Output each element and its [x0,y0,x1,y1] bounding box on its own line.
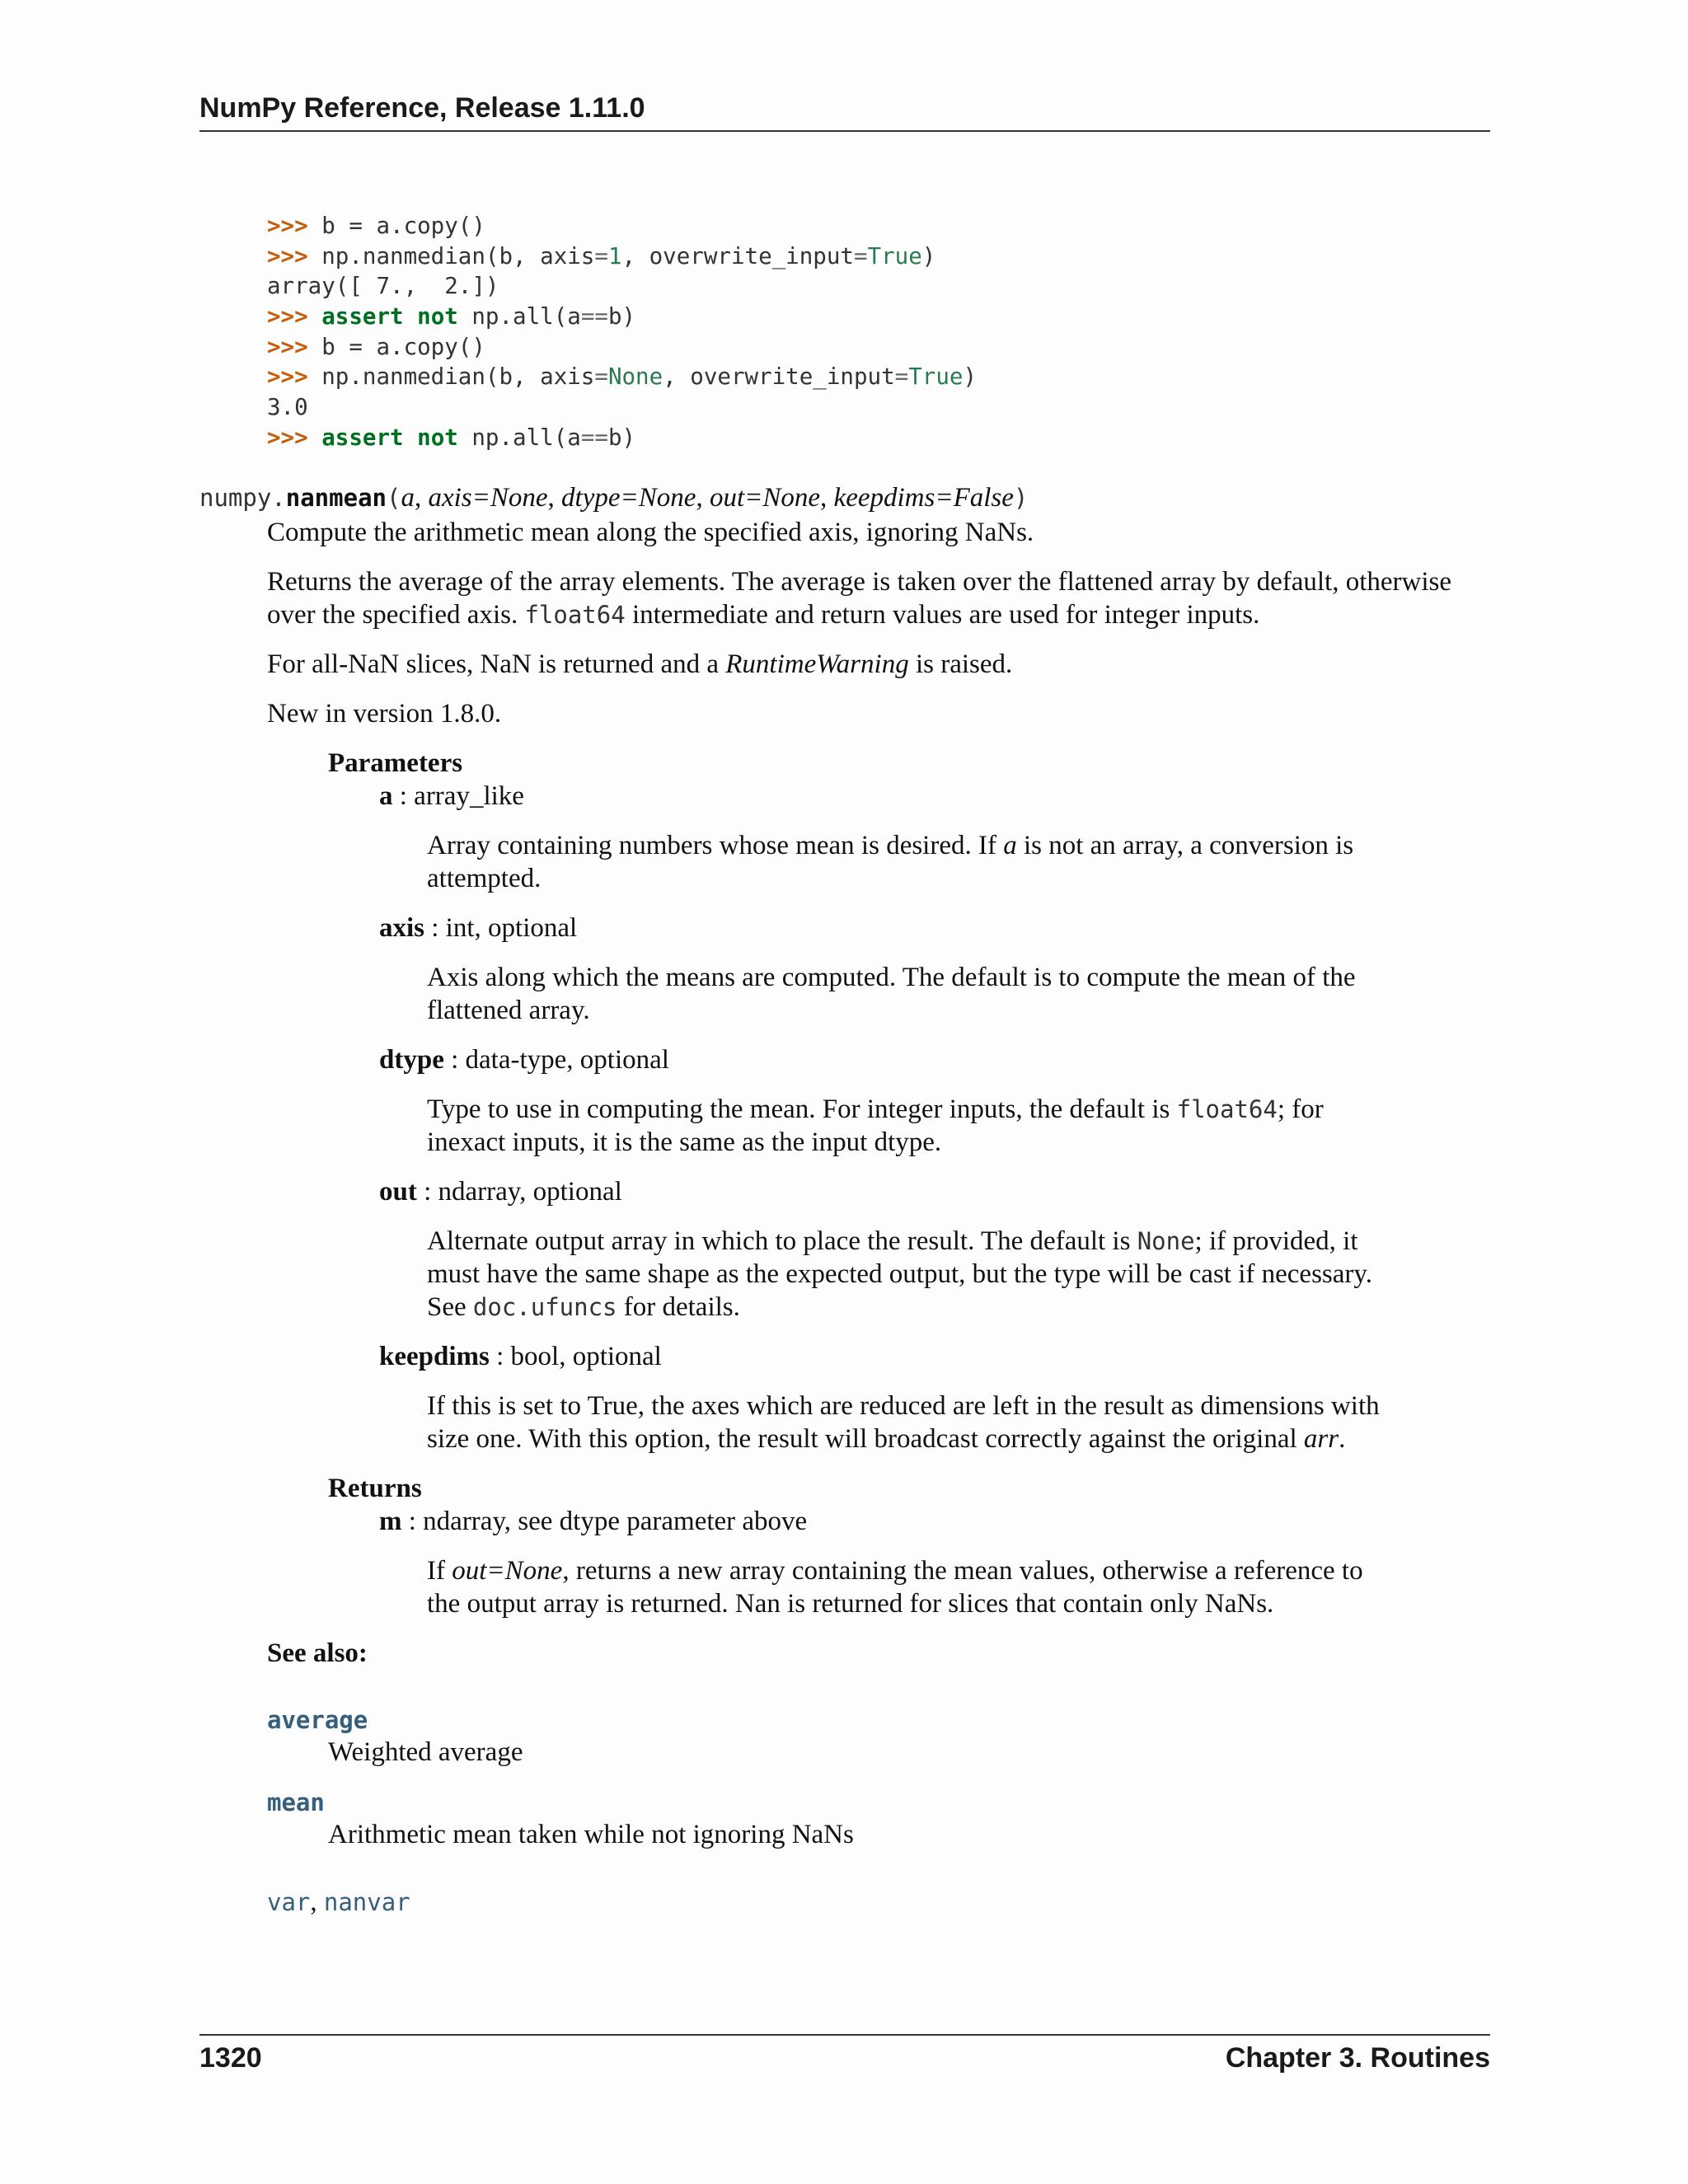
module-name: numpy. [199,484,286,512]
signature-param: a [401,483,415,513]
text-run: Array containing numbers whose mean is desired. If [427,831,1004,860]
text-line: inexact inputs, it is the same as the input dtype. [427,1127,942,1157]
returns-heading: Returns [328,1474,422,1503]
code-constant: None [607,363,663,391]
code-text: ) [963,363,977,391]
code-keyword: assert [321,303,404,330]
code-operator: = [853,242,868,269]
code-line [267,241,977,272]
description-paragraph [267,565,1451,631]
text-run: ; if provided, it [1194,1226,1358,1256]
text-run: , returns a new array containing the mean values, otherwise a reference to [562,1556,1363,1586]
inline-code: doc.ufuncs [472,1293,617,1321]
link-nanvar[interactable]: nanvar [323,1888,410,1916]
param-out [379,1175,622,1208]
param-type: : data-type, optional [443,1045,669,1075]
prompt: >>> [267,363,308,391]
text-run: Alternate output array in which to place the result. The default is [427,1226,1137,1256]
code-text: ) [921,242,936,269]
param-a [379,780,524,813]
code-line [267,332,977,363]
prompt: >>> [267,424,308,451]
code-text: b) [607,303,636,330]
prompt: >>> [267,333,308,360]
see-also-var-links [267,1886,410,1919]
page-header-title: NumPy Reference, Release 1.11.0 [199,92,645,124]
prompt: >>> [267,213,308,239]
text-run: If [427,1556,452,1586]
see-also-mean-description: Arithmetic mean taken while not ignoring NaNs [328,1820,854,1849]
param-keepdims-description [427,1390,1380,1455]
see-also-heading: See also: [267,1638,368,1668]
text-run: is raised. [908,649,1013,679]
inline-code: float64 [1176,1095,1278,1123]
text-run: for details. [617,1292,740,1322]
code-line [267,211,977,241]
warning-paragraph [267,648,1012,681]
code-output: 3.0 [267,394,308,421]
signature-param: keepdims=False [833,483,1014,513]
code-operator: == [580,303,608,330]
link-var[interactable]: var [267,1888,311,1916]
text-line: attempted. [427,864,542,893]
text-line [427,829,1353,862]
emphasis: a [1003,831,1017,860]
code-example [267,211,977,453]
return-type: : ndarray, see dtype parameter above [401,1507,808,1536]
param-name: dtype [379,1045,444,1075]
code-keyword: not [417,303,458,330]
param-axis-description [427,961,1356,1027]
emphasis: out=None [452,1556,563,1586]
code-number: 1 [607,242,622,269]
code-text: np.nanmedian(b, axis [321,242,595,269]
emphasis: arr [1303,1424,1339,1454]
text-run: is not an array, a conversion is [1016,831,1354,860]
code-line [267,423,977,453]
signature-param: axis=None [428,483,548,513]
param-name: keepdims [379,1342,490,1371]
text-run: intermediate and return values are used for integer inputs. [625,600,1260,630]
code-keyword: assert [321,424,404,451]
param-type: : array_like [392,781,524,811]
text-line [427,1422,1380,1455]
footer-rule [199,2034,1490,2036]
param-out-description [427,1225,1372,1324]
code-output: array([ 7., 2.]) [267,273,499,300]
code-text: np.nanmedian(b, axis [321,363,595,391]
separator: , [310,1887,324,1917]
code-constant: True [867,242,922,269]
text-line: flattened array. [427,996,590,1025]
link-mean[interactable]: mean [267,1788,325,1816]
param-axis [379,912,577,944]
text-line: Axis along which the means are computed. The default is to compute the mean of the [427,963,1356,992]
text-run: See [427,1292,473,1322]
param-type: : int, optional [424,913,578,943]
code-text: b = a.copy() [321,333,485,360]
header-rule [199,130,1490,132]
text-line: must have the same shape as the expected output, but the type will be cast if necessary. [427,1259,1372,1289]
code-operator: = [894,363,909,391]
param-separator: , [820,483,834,513]
text-run: . [1339,1424,1346,1454]
text-run: ; for [1277,1094,1324,1124]
text-line [427,1554,1363,1587]
code-constant: True [908,363,964,391]
text-line [427,1291,1372,1324]
return-name: m [379,1507,402,1536]
version-note: New in version 1.8.0. [267,699,502,729]
signature-param: dtype=None [561,483,696,513]
code-line [267,302,977,332]
param-name: a [379,781,393,811]
text-run: over the specified axis. [267,600,525,630]
paren-close: ) [1013,484,1029,512]
summary: Compute the arithmetic mean along the specified axis, ignoring NaNs. [267,518,1034,547]
code-text: b) [607,424,636,451]
page-number: 1320 [199,2042,262,2074]
text-line: the output array is returned. Nan is returned for slices that contain only NaNs. [427,1589,1274,1619]
link-average[interactable]: average [267,1706,368,1734]
text-run: size one. With this option, the result will broadcast correctly against the original [427,1424,1304,1454]
code-operator: == [580,424,608,451]
param-separator: , [696,483,710,513]
parameters-heading: Parameters [328,748,463,778]
text-run: For all-NaN slices, NaN is returned and a [267,649,726,679]
code-text: np.all(a [471,424,581,451]
chapter-label: Chapter 3. Routines [1225,2042,1490,2074]
code-text: np.all(a [471,303,581,330]
param-name: axis [379,913,425,943]
prompt: >>> [267,303,308,330]
code-keyword: not [417,424,458,451]
code-text: , overwrite_input [663,363,895,391]
param-type: : bool, optional [489,1342,662,1371]
param-separator: , [547,483,562,513]
see-also-average-description: Weighted average [328,1737,523,1767]
inline-code: float64 [524,601,626,629]
param-keepdims [379,1340,662,1373]
code-operator: = [594,363,608,391]
param-dtype [379,1043,669,1076]
function-name: nanmean [285,484,387,512]
emphasis: RuntimeWarning [725,649,909,679]
param-type: : ndarray, optional [416,1177,622,1207]
param-dtype-description [427,1093,1324,1159]
inline-code: None [1137,1227,1195,1255]
text-line [427,1093,1324,1126]
param-separator: , [414,483,429,513]
return-m-description [427,1554,1363,1620]
text-run: Type to use in computing the mean. For integer inputs, the default is [427,1094,1177,1124]
text-line: If this is set to True, the axes which are reduced are left in the result as dimensions with [427,1391,1380,1421]
code-operator: = [594,242,608,269]
prompt: >>> [267,242,308,269]
paren-open: ( [386,484,401,512]
param-a-description [427,829,1353,895]
return-m [379,1505,807,1538]
function-signature [199,483,1028,513]
code-text: , overwrite_input [621,242,854,269]
text-line: Returns the average of the array elements. The average is taken over the flattened array by default, otherwise [267,567,1451,597]
param-name: out [379,1177,417,1207]
signature-param: out=None [709,483,821,513]
text-line [427,1225,1372,1258]
code-line [267,362,977,392]
code-text: b = a.copy() [321,213,485,239]
text-line [267,598,1451,631]
